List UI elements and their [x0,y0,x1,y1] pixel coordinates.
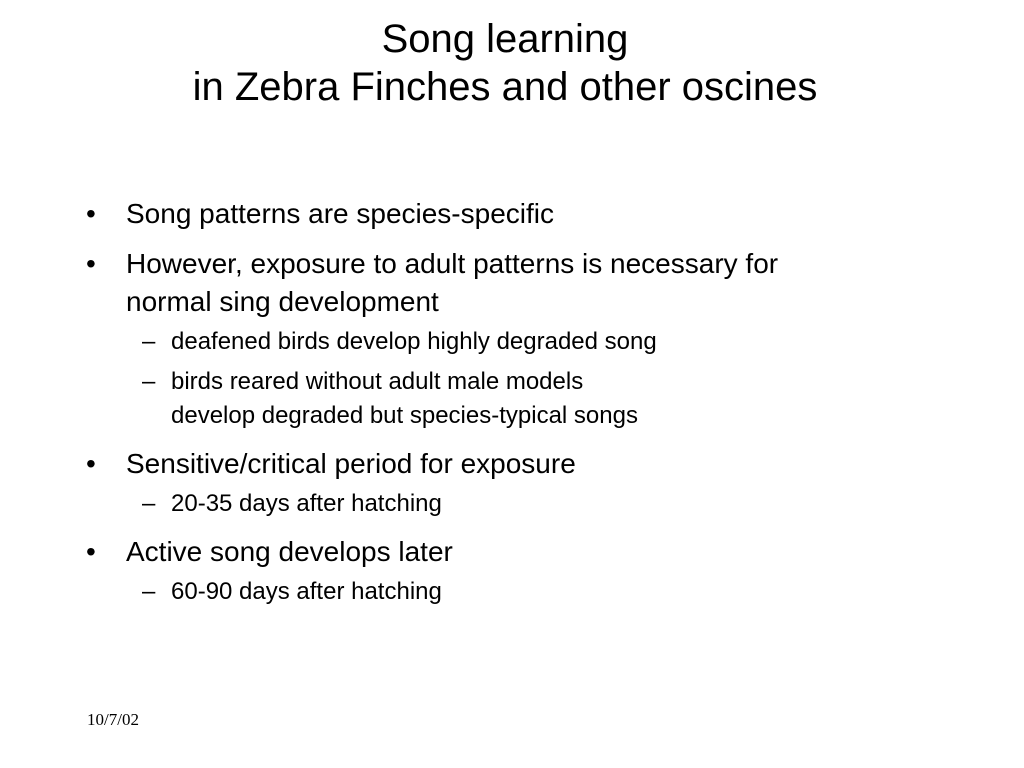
footer-date: 10/7/02 [87,710,139,729]
sub-bullet-item [126,575,966,609]
sub-bullet-text: deafened birds develop highly degraded song [171,328,657,355]
sub-bullet-marker: – [142,368,156,395]
bullet-marker: • [86,248,96,279]
bullet-text: Sensitive/critical period for exposure [126,448,576,479]
bullet-marker: • [86,448,96,479]
bullet-item [86,445,966,521]
sub-bullet-marker: – [142,328,156,355]
slide-title [0,15,1010,111]
bullet-marker: • [86,198,96,229]
bullet-marker: • [86,536,96,567]
sub-bullet-item [126,487,966,521]
sub-bullet-marker: – [142,490,156,517]
bullet-text: Song patterns are species-specific [126,198,554,229]
bullet-text: However, exposure to adult patterns is necessary for normal sing development [126,248,779,317]
sub-bullet-text: 60-90 days after hatching [171,578,442,605]
bullet-list [86,195,966,621]
sub-bullet-list [126,487,966,521]
sub-bullet-item [126,325,966,359]
sub-bullet-text: birds reared without adult male models develop degraded but species-typical songs [171,368,638,429]
slide-title-line-1: Song learning [381,17,629,61]
bullet-item [86,195,966,233]
bullet-text: Active song develops later [126,536,453,567]
bullet-item [86,533,966,609]
sub-bullet-text: 20-35 days after hatching [171,490,442,517]
sub-bullet-marker: – [142,578,156,605]
sub-bullet-item [126,365,966,433]
sub-bullet-list [126,325,966,433]
slide-title-line-2: in Zebra Finches and other oscines [192,65,818,109]
sub-bullet-list [126,575,966,609]
bullet-item [86,245,966,433]
